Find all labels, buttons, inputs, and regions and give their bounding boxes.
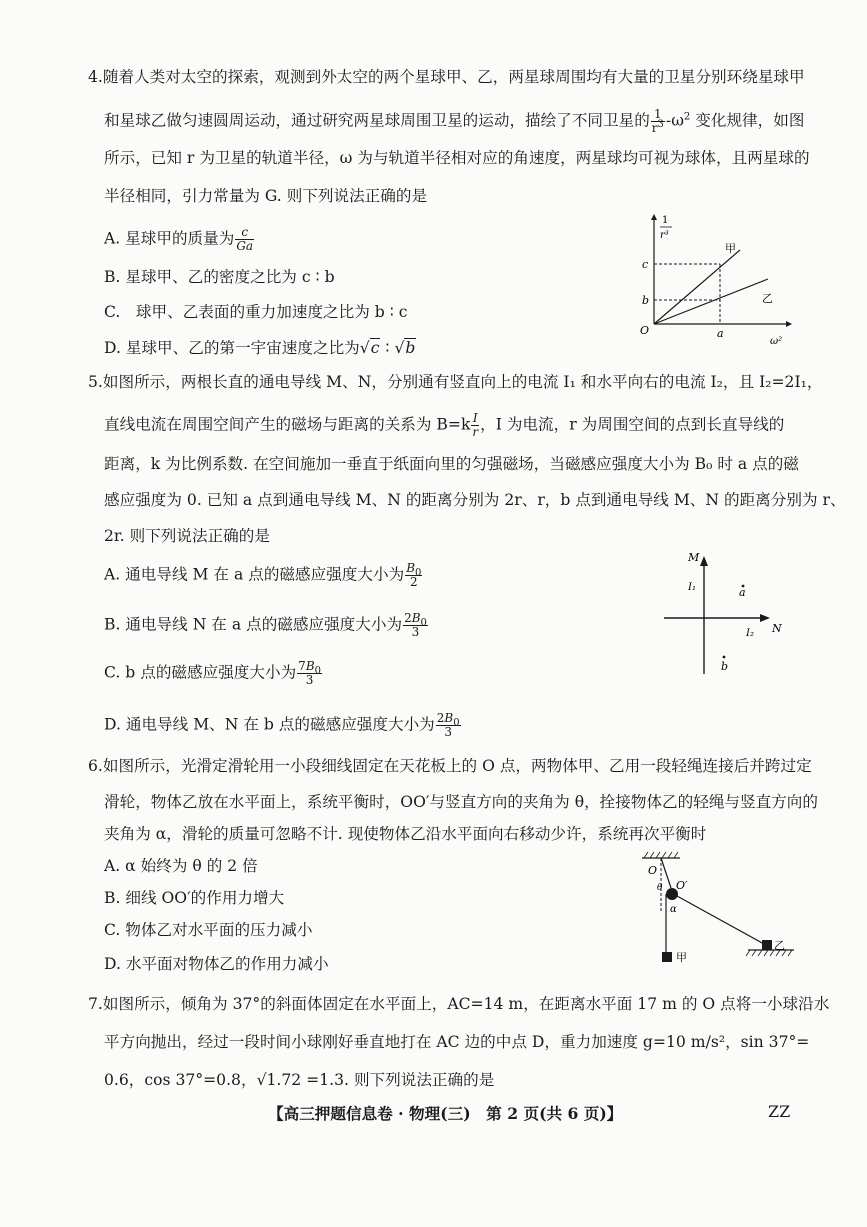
q7-line-3: 0.6，cos 37°=0.8，√1.72 =1.3. 则下列说法正确的是 — [104, 1071, 495, 1089]
paper-code: ZZ — [768, 1102, 791, 1121]
q5-label-n: N — [772, 622, 782, 635]
q4-xlabel: ω² — [770, 336, 783, 347]
q5-label-i1: I₁ — [688, 582, 696, 593]
q5-label-i2: I₂ — [746, 628, 754, 639]
q6-block-yi — [762, 940, 772, 950]
q4-option-a-frac: $\frac{c}{Ga}$ — [236, 225, 254, 253]
q5-option-b-frac: $\frac{2B_0}{3}$ — [404, 611, 427, 639]
q4-option-a — [104, 226, 255, 253]
q6-label-jia: 甲 — [676, 951, 687, 964]
q5-line-2 — [104, 412, 784, 439]
q6-label-o-prime: O′ — [676, 879, 688, 892]
q4-line-3: 所示，已知 r 为卫星的轨道半径，ω 为与轨道半径相对应的角速度，两星球均可视为球体，且两星球的 — [104, 149, 810, 167]
q6-line-3: 夹角为 α，滑轮的质量可忽略不计. 现使物体乙沿水平面向右移动少许，系统再次平衡时 — [104, 825, 707, 843]
q6-pulley-diagram — [636, 850, 796, 972]
q6-line-1: 6.如图所示，光滑定滑轮用一小段细线固定在天花板上的 O 点，两物体甲、乙用一段轻绳连接后并跨过定 — [88, 757, 812, 775]
q5-option-c-frac: $\frac{7B_0}{3}$ — [298, 659, 322, 687]
q5-line-2a: 直线电流在周围空间产生的磁场与距离的关系为 B=k — [104, 415, 471, 434]
q5-line-3: 距离，k 为比例系数. 在空间施加一垂直于纸面向里的匀强磁场，当磁感应强度大小为 B₀ 时 a 点的磁 — [104, 455, 799, 473]
q4-option-b: B. 星球甲、乙的密度之比为 c ∶ b — [104, 268, 335, 286]
q6-label-o: O — [648, 864, 658, 877]
q4-line-2b: 变化规律，如图 — [695, 111, 805, 130]
q5-option-c-text: C. b 点的磁感应强度大小为 — [104, 663, 297, 682]
q4-option-d-text: D. 星球甲、乙的第一宇宙速度之比为 — [104, 339, 360, 357]
q4-option-c: C. 球甲、乙表面的重力加速度之比为 b ∶ c — [104, 303, 408, 321]
q5-option-d-text: D. 通电导线 M、N 在 b 点的磁感应强度大小为 — [104, 715, 435, 734]
q6-line-2: 滑轮，物体乙放在水平面上，系统平衡时，OO′与竖直方向的夹角为 θ，拴接物体乙的轻绳与竖直方向的 — [104, 793, 818, 811]
q5-option-c — [104, 660, 323, 687]
q6-label-yi: 乙 — [774, 939, 785, 952]
q4-label-a: a — [717, 327, 724, 340]
q4-label-jia: 甲 — [725, 242, 736, 255]
q4-ylabel-den: r³ — [660, 230, 669, 241]
q4-option-a-text: A. 星球甲的质量为 — [104, 229, 235, 248]
q5-option-a-text: A. 通电导线 M 在 a 点的磁感应强度大小为 — [104, 565, 405, 584]
q4-inverse-r-cubed: $\frac{1}{r^3}$ — [651, 107, 664, 135]
q5-wire-diagram — [660, 544, 800, 682]
q5-option-a — [104, 562, 423, 589]
q4-label-c: c — [642, 258, 649, 271]
q4-line-2a: 和星球乙做匀速圆周运动，通过研究两星球周围卫星的运动，描绘了不同卫星的 — [104, 111, 650, 130]
q5-line-1: 5.如图所示，两根长直的通电导线 M、N，分别通有竖直向上的电流 I₁ 和水平向右的电流 I₂，且 I₂=2I₁， — [88, 373, 823, 391]
q5-option-d-frac: $\frac{2B_0}{3}$ — [436, 711, 460, 739]
q6-option-b: B. 细线 OO′的作用力增大 — [104, 889, 285, 907]
q5-option-b — [104, 612, 429, 639]
q5-point-b — [723, 656, 726, 659]
q5-label-a: a — [739, 586, 746, 599]
q4-label-yi: 乙 — [762, 292, 773, 305]
q4-sqrt-c: √c — [359, 339, 380, 357]
q4-sqrt-b: √b — [394, 339, 416, 357]
q5-label-b: b — [721, 660, 729, 673]
q7-line-1: 7.如图所示，倾角为 37°的斜面体固定在水平面上，AC=14 m，在距离水平面 17 m 的 O 点将一小球沿水 — [88, 995, 830, 1013]
q6-label-alpha: α — [670, 904, 677, 915]
page-footer: 【高三押题信息卷 · 物理(三) 第 2 页(共 6 页)】 — [268, 1104, 623, 1123]
q5-line-2b: ，I 为电流，r 为周围空间的点到长直导线的 — [480, 415, 785, 434]
q6-option-a: A. α 始终为 θ 的 2 倍 — [104, 857, 258, 875]
q5-line-5: 2r. 则下列说法正确的是 — [104, 527, 270, 545]
q7-line-2: 平方向抛出，经过一段时间小球刚好垂直地打在 AC 边的中点 D，重力加速度 g=10 m/s²，sin 37°= — [104, 1033, 810, 1051]
q6-option-d: D. 水平面对物体乙的作用力减小 — [104, 955, 329, 973]
q6-block-jia — [662, 952, 672, 962]
q4-origin: O — [640, 324, 650, 337]
q4-line-1: 4.随着人类对太空的探索，观测到外太空的两个星球甲、乙，两星球周围均有大量的卫星分别环绕星球甲 — [88, 68, 805, 86]
q4-line-2: 和星球乙做匀速圆周运动，通过研究两星球周围卫星的运动，描绘了不同卫星的 $\frac{1}{r^3}$ $-\omega^2$ 变化规律，如图 — [104, 107, 805, 135]
q6-label-theta: θ — [657, 883, 663, 893]
q5-option-a-frac: $\frac{B_0}{2}$ — [406, 561, 422, 589]
q4-graph — [628, 212, 798, 352]
q4-ylabel: 1 — [662, 215, 669, 226]
q5-formula-frac: $\frac{I}{r}$ — [472, 411, 479, 439]
q4-line-4: 半径相同，引力常量为 G. 则下列说法正确的是 — [104, 187, 428, 205]
q5-option-d — [104, 712, 462, 739]
q5-line-4: 感应强度为 0. 已知 a 点到通电导线 M、N 的距离分别为 2r、r，b 点到通电导线 M、N 的距离分别为 r、 — [104, 491, 846, 509]
q6-option-c: C. 物体乙对水平面的压力减小 — [104, 921, 313, 939]
q5-label-m: M — [688, 551, 700, 564]
q5-option-b-text: B. 通电导线 N 在 a 点的磁感应强度大小为 — [104, 615, 403, 634]
q4-option-d: D. 星球甲、乙的第一宇宙速度之比为√c ∶ √b — [104, 339, 416, 357]
q4-label-b: b — [642, 294, 650, 307]
